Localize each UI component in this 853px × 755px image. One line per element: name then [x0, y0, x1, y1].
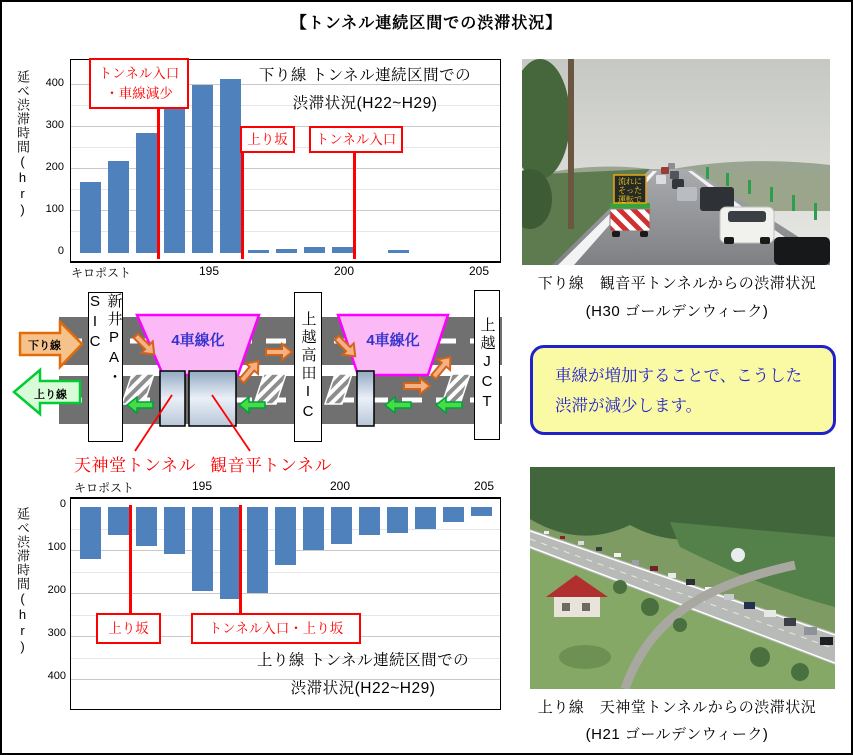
bar — [192, 507, 213, 591]
truck-sign-line2: そった — [618, 186, 642, 195]
down-annotation3-line — [353, 151, 356, 259]
bar — [80, 507, 101, 559]
bar — [304, 247, 325, 253]
down-chart-title-line2: 渋滞状況(H22~H29) — [292, 95, 438, 112]
down-annotation2-box — [240, 126, 295, 153]
up-y-tick-400: 400 — [47, 670, 66, 682]
facility-joetsu-takada-ic: 上越高田IC — [294, 292, 322, 442]
bar — [248, 250, 269, 253]
bar — [275, 507, 296, 565]
photo-up-caption-line1: 上り線 天神堂トンネルからの渋滞状況 — [537, 699, 817, 716]
down-y-tick-0: 0 — [57, 245, 64, 257]
bar — [303, 507, 324, 550]
down-x-tick-195: 195 — [198, 264, 220, 278]
bar — [136, 133, 157, 253]
bar — [164, 108, 185, 253]
widening-label-1: 4車線化 — [171, 332, 225, 349]
up-lane-arrow-label: 上り線 — [34, 389, 67, 401]
photo1-sign-truck — [610, 175, 650, 237]
down-x-axis-name: キロポスト — [71, 266, 132, 280]
truck-sign-line1: 流れに — [618, 177, 642, 186]
facility-arai-pa-sic: 新井PA・SIC — [88, 292, 123, 442]
kannondaira-tunnel-label: 観音平トンネル — [210, 456, 332, 475]
up-annotation2-box — [191, 613, 361, 644]
down-annotation3-text: トンネル入口 — [315, 131, 397, 147]
photo2-field-patch — [559, 645, 611, 669]
up-chart-title-line2: 渋滞状況(H22~H29) — [290, 680, 436, 697]
bar — [359, 507, 380, 535]
bar — [443, 507, 464, 522]
photo-down-caption-line1: 下り線 観音平トンネルからの渋滞状況 — [537, 275, 817, 292]
bar — [220, 507, 241, 599]
photo2-dome-building — [731, 548, 745, 562]
bar — [388, 250, 409, 253]
gridline — [71, 572, 500, 573]
road-diagram — [2, 283, 512, 479]
callout-text-line2: 渋滞が減少します。 — [555, 397, 703, 415]
up-annotation1-box — [96, 613, 161, 644]
bar — [108, 507, 129, 535]
up-x-tick-195: 195 — [191, 479, 213, 493]
bar — [80, 182, 101, 253]
up-annotation2-text: トンネル入口・上り坂 — [208, 620, 344, 636]
up-annotation1-line — [129, 505, 132, 614]
up-y-tick-200: 200 — [47, 584, 66, 596]
up-chart-title-line1: 上り線 トンネル連続区間での — [256, 652, 470, 669]
down-lane-arrow-label: 下り線 — [28, 340, 61, 352]
tenjindo-tunnel-shape — [160, 371, 185, 426]
photo-up-caption-line2: (H21 ゴールデンウィーク) — [585, 726, 769, 743]
bar — [136, 507, 157, 546]
photo-down-line-congestion — [522, 59, 830, 265]
down-annotation1-box — [89, 58, 189, 109]
down-annotation1-text2: ・車線減少 — [105, 85, 173, 101]
bar — [164, 507, 185, 554]
down-annotation1-text1: トンネル入口 — [98, 65, 180, 81]
callout-note — [530, 345, 836, 435]
bar — [387, 507, 408, 533]
up-y-tick-0: 0 — [59, 498, 66, 510]
tenjindo-tunnel-label: 天神堂トンネル — [74, 456, 196, 475]
down-y-tick-100: 100 — [45, 203, 64, 215]
down-x-tick-200: 200 — [333, 264, 355, 278]
down-y-tick-300: 300 — [45, 119, 64, 131]
photo-up-line-congestion — [530, 467, 835, 689]
photo-down-caption-line2: (H30 ゴールデンウィーク) — [585, 303, 769, 320]
bar — [415, 507, 436, 529]
up-x-tick-200: 200 — [329, 479, 351, 493]
bar — [276, 249, 297, 253]
down-annotation1-line — [157, 107, 160, 259]
up-x-axis-name: キロポスト — [74, 481, 135, 495]
bar — [332, 247, 353, 253]
bar — [108, 161, 129, 253]
kannondaira-tunnel-shape — [189, 371, 236, 426]
third-tunnel-shape — [357, 371, 374, 426]
page-title: 【トンネル連続区間での渋滞状況】 — [290, 15, 563, 32]
bar — [471, 507, 492, 516]
down-chart-title-line1: 下り線 トンネル連続区間での — [258, 67, 472, 84]
down-y-tick-200: 200 — [45, 161, 64, 173]
up-chart-y-axis-title: 延べ渋滞時間(hr) — [15, 507, 30, 655]
down-y-tick-400: 400 — [45, 77, 64, 89]
down-annotation2-text: 上り坂 — [247, 131, 288, 147]
bar — [192, 85, 213, 253]
truck-sign-line3: 運転で — [618, 195, 642, 204]
bar — [247, 507, 268, 593]
up-x-tick-205: 205 — [473, 479, 495, 493]
widening-label-2: 4車線化 — [366, 332, 420, 349]
down-chart-y-axis-title: 延べ渋滞時間(hr) — [15, 70, 30, 218]
up-annotation2-line — [239, 505, 242, 614]
gridline — [71, 593, 500, 594]
down-x-tick-205: 205 — [468, 264, 490, 278]
facility-joetsu-jct: 上越JCT — [474, 290, 500, 440]
up-y-tick-300: 300 — [47, 627, 66, 639]
up-annotation1-text: 上り坂 — [108, 620, 149, 636]
up-y-tick-100: 100 — [47, 541, 66, 553]
bar — [331, 507, 352, 544]
callout-text-line1: 車線が増加することで、こうした — [555, 367, 803, 385]
down-annotation2-line — [241, 151, 244, 259]
down-annotation3-box — [309, 126, 403, 153]
photo1-pole — [568, 59, 574, 229]
